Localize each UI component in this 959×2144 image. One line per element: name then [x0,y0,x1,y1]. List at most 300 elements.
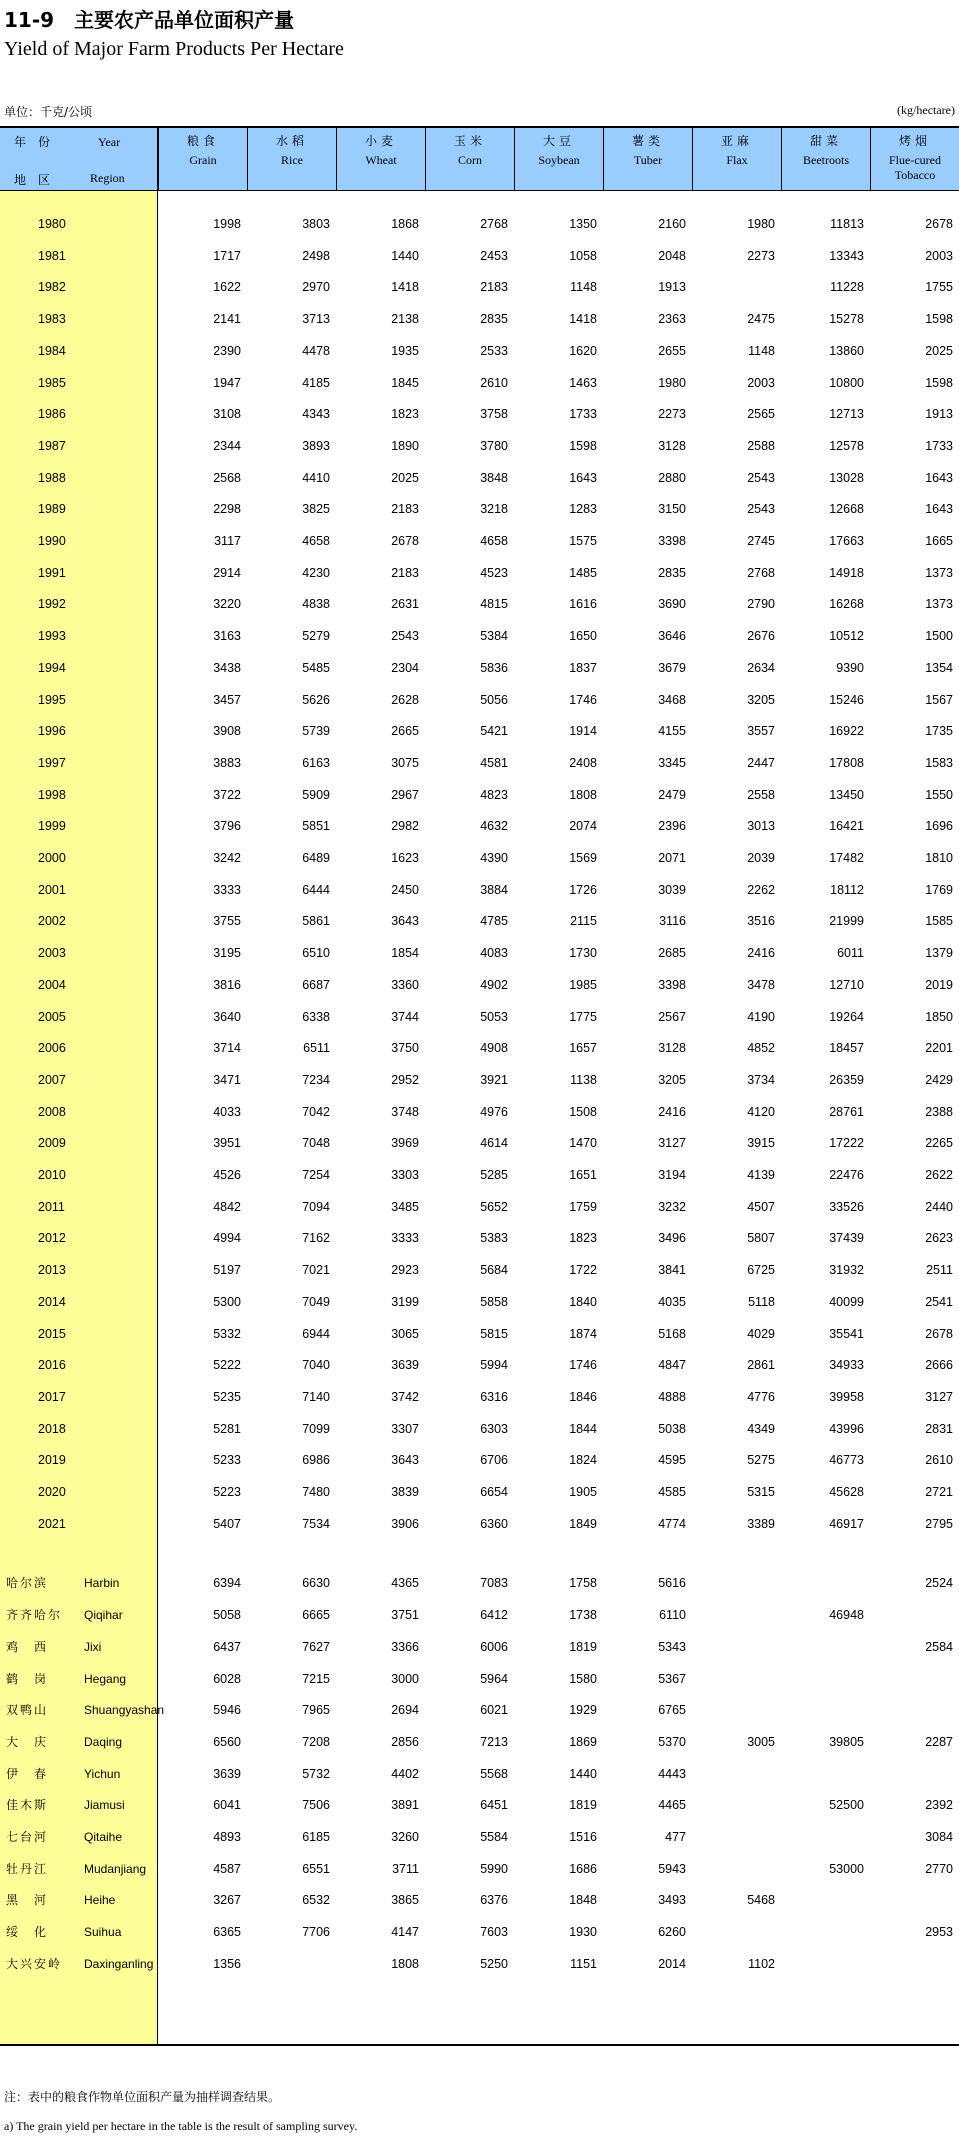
table-row [0,462,959,494]
table-row [0,652,959,684]
table-cell: 16922 [829,724,864,739]
table-cell: 3751 [391,1608,419,1623]
table-cell: 3366 [391,1639,419,1654]
table-cell: 1643 [569,470,597,485]
table-cell: 2568 [213,470,241,485]
column-header [247,128,336,190]
table-cell: 5315 [747,1485,775,1499]
year-label: 2014 [38,1294,66,1309]
table-cell: 46948 [829,1608,864,1623]
table-cell: 28761 [829,1104,864,1119]
table-cell: 1418 [391,280,419,295]
table-cell: 2003 [747,375,775,390]
table-cell: 3906 [391,1516,419,1531]
table-row [0,367,959,399]
year-label: 1995 [38,692,66,707]
column-header-cn: 小麦 [364,134,397,148]
table-cell: 39958 [829,1389,864,1404]
region-label-cn: 牡丹江 [6,1861,49,1876]
table-cell: 3307 [391,1421,419,1436]
table-cell: 1283 [569,502,597,517]
table-cell: 3205 [658,1072,686,1087]
table-cell: 3893 [302,438,330,453]
region-label-en: Hegang [84,1671,127,1686]
table-cell: 4902 [480,977,508,992]
table-cell: 2831 [925,1421,953,1436]
table-cell: 3750 [391,1041,419,1056]
column-header-en: Soybean [538,153,580,167]
year-label: 2006 [38,1041,66,1056]
table-cell: 3039 [658,882,686,897]
table-cell: 1733 [925,438,953,453]
table-cell: 1823 [391,407,419,422]
year-label: 1996 [38,724,66,739]
table-cell: 2628 [391,692,419,707]
table-cell: 7254 [302,1168,330,1182]
table-cell: 1735 [925,724,953,739]
table-row [0,684,959,716]
table-cell: 2610 [480,375,508,390]
table-cell: 7162 [302,1231,330,1246]
table-cell: 1819 [569,1798,597,1813]
year-label: 2016 [38,1358,66,1373]
table-cell: 1755 [925,280,953,295]
table-cell: 1730 [569,946,597,961]
table-cell: 4614 [480,1136,508,1151]
table-cell: 4587 [213,1861,241,1876]
region-label-en: Heihe [84,1893,116,1908]
table-cell: 2665 [391,724,419,739]
year-label: 2005 [38,1009,66,1024]
table-cell: 7480 [302,1485,330,1499]
table-row [0,810,959,842]
table-cell: 2745 [747,534,775,548]
table-row [0,1476,959,1508]
column-header-cn: 玉米 [453,134,486,148]
stub-region-en: Region [90,171,125,185]
table-row [0,747,959,779]
region-label-cn: 大 庆 [6,1734,49,1749]
table-cell: 3640 [213,1009,241,1024]
table-cell: 4185 [302,375,330,390]
stub-year-cn: 年 份 [14,135,51,149]
table-cell: 5038 [658,1421,686,1436]
table-cell: 5407 [213,1516,241,1531]
table-cell: 5384 [480,629,508,644]
table-cell: 2429 [925,1072,953,1087]
table-row [0,1444,959,1476]
table-cell: 5250 [480,1956,508,1971]
table-cell: 2880 [658,470,686,485]
region-label-cn: 双鸭山 [6,1703,49,1718]
table-cell: 1726 [569,882,597,897]
table-cell: 2835 [480,312,508,327]
region-label-en: Suihua [84,1925,122,1940]
stub-region-cn: 地 区 [14,173,51,187]
table-cell: 3713 [302,312,330,327]
table-cell: 5485 [302,660,330,675]
table-cell: 4230 [302,565,330,580]
table-cell: 5568 [480,1766,508,1781]
table-cell: 2416 [658,1104,686,1119]
table-row [0,779,959,811]
table-cell: 3108 [213,407,241,422]
table-cell: 4465 [658,1798,686,1813]
table-cell: 3084 [925,1830,953,1844]
table-cell: 2666 [925,1358,953,1373]
table-cell: 5732 [302,1766,330,1781]
table-cell: 3755 [213,914,241,929]
table-row [0,1853,959,1885]
table-row [0,1663,959,1695]
table-cell: 6510 [302,946,330,961]
table-row [0,1508,959,1540]
table-cell: 4035 [658,1294,686,1309]
table-cell: 5332 [213,1326,241,1341]
table-cell: 1746 [569,1358,597,1373]
table-cell: 2511 [926,1263,953,1278]
table-row [0,1694,959,1726]
table-cell: 1854 [391,946,419,961]
table-cell: 3360 [391,977,419,992]
table-cell: 6665 [302,1608,330,1623]
title-cn [4,4,294,33]
table-cell: 15278 [829,312,864,327]
table-cell: 2138 [391,312,419,327]
table-cell: 5118 [748,1294,775,1309]
year-label: 2013 [38,1263,66,1278]
region-label-en: Qiqihar [84,1608,123,1623]
table-row [0,905,959,937]
table-cell: 4815 [480,597,508,612]
table-cell: 7534 [302,1516,330,1531]
table-cell: 3065 [391,1326,419,1341]
table-cell: 11813 [830,217,864,231]
table-row [0,1726,959,1758]
table-cell: 7208 [302,1734,330,1749]
table-cell: 2678 [391,534,419,548]
column-header [603,128,692,190]
table-cell: 2183 [391,502,419,517]
stub-year-en: Year [98,135,121,149]
table-cell: 3908 [213,724,241,739]
table-cell: 16421 [829,819,864,834]
year-label: 1987 [38,438,66,453]
table-cell: 3825 [302,502,330,517]
table-cell: 2655 [658,343,686,358]
table-cell: 1905 [569,1485,597,1499]
table-cell: 4523 [480,565,508,580]
table-cell: 1651 [569,1168,597,1182]
table-cell: 1102 [748,1956,775,1971]
table-cell: 3639 [213,1766,241,1781]
table-cell: 2565 [747,407,775,422]
table-cell: 2014 [658,1956,686,1971]
table-cell: 5053 [480,1009,508,1024]
table-cell: 5909 [302,787,330,802]
unit-label-cn: 单位：千克/公顷 [4,105,93,119]
table-cell: 1845 [391,375,419,390]
table-cell: 5285 [480,1168,508,1182]
year-label: 2019 [38,1453,66,1468]
table-cell: 2558 [747,787,775,802]
column-header [425,128,514,190]
table-cell: 3839 [391,1485,419,1499]
table-row [0,557,959,589]
table-cell: 1440 [391,248,419,263]
table-cell: 1686 [569,1861,597,1876]
table-row [0,1884,959,1916]
table-cell: 3891 [391,1798,419,1813]
table-cell: 1058 [569,248,597,263]
table-cell: 1151 [570,1956,597,1971]
table-cell: 1508 [569,1104,597,1119]
table-cell: 4893 [213,1830,241,1844]
table-cell: 4585 [658,1485,686,1499]
table-cell: 3398 [658,977,686,992]
table-cell: 17222 [829,1136,864,1151]
table-cell: 1379 [925,946,953,961]
table-cell: 3748 [391,1104,419,1119]
table-cell: 2396 [658,819,686,834]
table-cell: 3260 [391,1830,419,1844]
table-cell: 2623 [925,1231,953,1246]
table-cell: 4852 [747,1041,775,1056]
table-cell: 1980 [658,375,686,390]
table-cell: 1440 [569,1766,597,1781]
table-cell: 3744 [391,1009,419,1024]
table-cell: 7627 [302,1639,330,1654]
table-cell: 5584 [480,1830,508,1844]
table-cell: 46917 [829,1516,864,1531]
table-cell: 2835 [658,565,686,580]
table-cell: 1759 [569,1199,597,1214]
column-header-en: Tuber [633,153,663,167]
region-label-cn: 哈尔滨 [6,1576,49,1591]
year-label: 2007 [38,1072,66,1087]
table-cell: 3389 [747,1516,775,1531]
table-row [0,1032,959,1064]
table-cell: 5168 [658,1326,686,1341]
table-cell: 2952 [391,1072,419,1087]
table-cell: 6376 [480,1893,508,1908]
table-cell: 17663 [829,534,864,548]
table-row [0,1001,959,1033]
table-cell: 4776 [747,1389,775,1404]
table-cell: 1947 [213,375,241,390]
table-cell: 5994 [480,1358,508,1373]
table-cell: 3742 [391,1389,419,1404]
table-row [0,1567,959,1599]
table-cell: 4658 [302,534,330,548]
table-cell: 2610 [925,1453,953,1468]
table-row [0,1191,959,1223]
table-cell: 2183 [391,565,419,580]
column-header-en: Grain [189,153,217,167]
table-cell: 3199 [391,1294,419,1309]
table-cell: 6489 [302,851,330,865]
table-cell: 2543 [747,502,775,517]
table-cell: 3690 [658,597,686,612]
table-cell: 1354 [925,660,953,675]
table-cell: 5946 [213,1703,241,1718]
column-header [514,128,603,190]
table-cell: 5807 [747,1231,775,1246]
table-cell: 1849 [569,1516,597,1531]
table-cell: 6444 [302,882,330,897]
table-row [0,937,959,969]
region-label-en: Qitaihe [84,1830,123,1844]
table-cell: 6654 [480,1485,508,1499]
table-cell: 2003 [925,248,953,263]
year-label: 2001 [38,882,66,897]
table-cell: 4976 [480,1104,508,1119]
region-label-cn: 鹤 岗 [6,1671,49,1686]
year-label: 1983 [38,312,66,327]
table-cell: 1819 [569,1639,597,1654]
table-cell: 1930 [569,1925,597,1940]
region-label-en: Yichun [84,1766,121,1781]
table-cell: 3117 [214,534,241,548]
table-cell: 7215 [302,1671,330,1686]
table-cell: 4595 [658,1453,686,1468]
table-cell: 2447 [747,755,775,770]
table-cell: 2953 [925,1925,953,1940]
table-cell: 2265 [925,1136,953,1151]
year-label: 1982 [38,280,66,295]
year-label: 1998 [38,787,66,802]
table-cell: 3333 [391,1231,419,1246]
table-cell: 2694 [391,1703,419,1718]
region-label-cn: 黑 河 [6,1893,49,1908]
table-cell: 52500 [829,1798,864,1813]
table-cell: 3128 [658,438,686,453]
table-cell: 2039 [747,851,775,865]
table-cell: 4365 [391,1576,419,1591]
table-row [0,208,959,240]
table-cell: 1583 [925,755,953,770]
column-header-en: Flax [726,153,748,167]
table-cell: 17808 [829,755,864,770]
table-cell: 2388 [925,1104,953,1119]
table-cell: 3468 [658,692,686,707]
table-cell: 5279 [302,629,330,644]
year-label: 2009 [38,1136,66,1151]
table-cell: 5383 [480,1231,508,1246]
table-cell: 1913 [658,280,686,295]
table-cell: 6986 [302,1453,330,1468]
table-row [0,1413,959,1445]
table-cell: 1840 [569,1294,597,1309]
table-cell: 3128 [658,1041,686,1056]
table-cell: 5616 [658,1576,686,1591]
table-cell: 7083 [480,1576,508,1591]
table-cell: 3218 [480,502,508,517]
table-cell: 4847 [658,1358,686,1373]
table-cell: 7506 [302,1798,330,1813]
table-cell: 6944 [302,1326,330,1341]
table-cell: 1657 [569,1041,597,1056]
table-cell: 1350 [569,217,597,231]
table-cell: 34933 [829,1358,864,1373]
table-cell: 2631 [391,597,419,612]
table-cell: 3493 [658,1893,686,1908]
column-header [336,128,425,190]
table-header [0,128,959,190]
table-cell: 2115 [570,914,597,929]
table-cell: 6110 [659,1608,686,1623]
year-label: 2003 [38,946,66,961]
table-cell: 6021 [480,1703,508,1718]
table-cell: 2298 [213,502,241,517]
yield-table [0,126,959,2046]
table-cell: 6706 [480,1453,508,1468]
table-cell: 2453 [480,248,508,263]
table-cell: 4581 [480,755,508,770]
region-label-cn: 绥 化 [6,1925,49,1940]
table-cell: 2048 [658,248,686,263]
region-label-cn: 伊 春 [6,1766,49,1781]
table-cell: 7234 [302,1072,330,1087]
year-label: 1981 [38,248,66,263]
table-cell: 2795 [925,1516,953,1531]
table-cell: 2923 [391,1263,419,1278]
table-cell: 2856 [391,1734,419,1749]
table-cell: 1985 [569,977,597,992]
table-cell: 2344 [213,438,241,453]
table-cell: 1616 [569,597,597,612]
year-label: 1994 [38,660,66,675]
table-cell: 4658 [480,534,508,548]
table-cell: 1929 [569,1703,597,1718]
table-cell: 1650 [569,629,597,644]
table-cell: 1722 [569,1263,597,1278]
year-label: 2018 [38,1421,66,1436]
table-cell: 3722 [213,787,241,802]
table-cell: 1808 [391,1956,419,1971]
table-cell: 2025 [391,470,419,485]
table-cell: 2721 [925,1485,953,1499]
table-cell: 3127 [925,1389,953,1404]
table-cell: 2273 [747,248,775,263]
table-cell: 3267 [213,1893,241,1908]
table-cell: 7094 [302,1199,330,1214]
table-cell: 2970 [302,280,330,295]
table-row [0,1948,959,1980]
table-cell: 6041 [213,1798,241,1813]
table-cell: 2543 [747,470,775,485]
table-cell: 1580 [569,1671,597,1686]
year-label: 1988 [38,470,66,485]
table-cell: 4632 [480,819,508,834]
table-cell: 3345 [658,755,686,770]
table-cell: 3195 [213,946,241,961]
table-cell: 2183 [480,280,508,295]
table-cell: 1738 [569,1608,597,1623]
table-cell: 4155 [658,724,686,739]
table-row [0,430,959,462]
year-label: 1985 [38,375,66,390]
year-label: 1989 [38,502,66,517]
table-row [0,1222,959,1254]
table-cell: 3780 [480,438,508,453]
table-cell: 1148 [570,280,597,295]
table-cell: 1848 [569,1893,597,1908]
column-header [870,128,959,190]
table-cell: 5343 [658,1639,686,1654]
table-cell: 2287 [925,1734,953,1749]
table-cell: 6437 [213,1639,241,1654]
